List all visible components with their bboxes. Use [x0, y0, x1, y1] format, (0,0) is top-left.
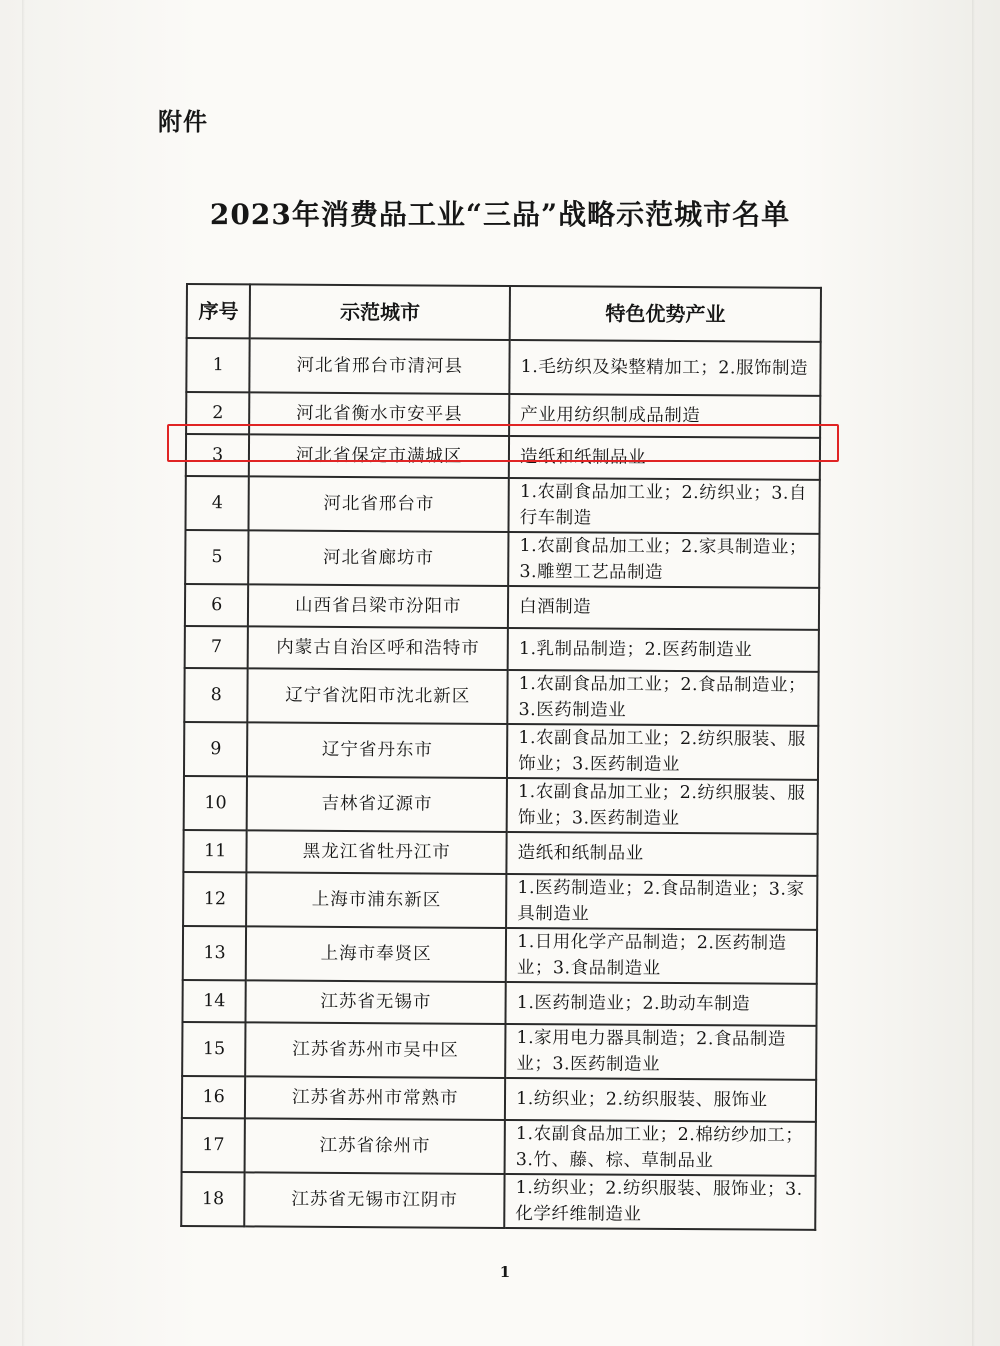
row-city: 河北省保定市满城区 [249, 434, 509, 478]
row-seq: 10 [184, 776, 248, 830]
row-industries: 白酒制造 [508, 586, 819, 630]
row-seq: 3 [186, 434, 250, 476]
page-shadow-right [972, 0, 975, 1346]
row-industries: 1.农副食品加工业；2.食品制造业；3.医药制造业 [507, 670, 818, 726]
table-row [185, 476, 819, 534]
page-number: 1 [499, 1263, 511, 1281]
page-shadow-left [22, 0, 25, 1346]
table-row [185, 626, 819, 672]
table-row [181, 1172, 815, 1230]
attachment-label: 附件 [158, 108, 208, 136]
header-seq: 序号 [187, 284, 251, 338]
table-row [182, 1022, 816, 1080]
row-city: 吉林省辽源市 [247, 776, 507, 832]
row-seq: 2 [186, 392, 250, 434]
table-row [182, 1076, 816, 1122]
row-industries: 1.医药制造业；2.助动车制造 [506, 982, 817, 1026]
row-seq: 4 [185, 476, 249, 530]
row-industries: 1.乳制品制造；2.医药制造业 [508, 628, 819, 672]
row-city: 黑龙江省牡丹江市 [247, 830, 507, 874]
table-row [183, 872, 817, 930]
row-city: 江苏省徐州市 [245, 1118, 505, 1174]
document-title: 2023年消费品工业“三品”战略示范城市名单 [209, 198, 791, 231]
row-industries: 1.医药制造业；2.食品制造业；3.家具制造业 [506, 874, 817, 930]
table-row [183, 926, 817, 984]
row-city: 江苏省苏州市常熟市 [245, 1076, 505, 1120]
row-city: 上海市奉贤区 [246, 926, 506, 982]
row-city: 河北省邢台市 [249, 476, 509, 532]
table-row [185, 530, 819, 588]
row-city: 内蒙古自治区呼和浩特市 [248, 626, 508, 670]
header-city: 示范城市 [250, 284, 510, 340]
row-industries: 1.农副食品加工业；2.纺织服装、服饰业；3.医药制造业 [507, 778, 818, 834]
row-industries: 产业用纺织制成品制造 [509, 394, 820, 438]
row-city: 山西省吕梁市汾阳市 [248, 584, 508, 628]
row-seq: 5 [185, 530, 249, 584]
row-seq: 8 [184, 668, 248, 722]
row-industries: 1.家用电力器具制造；2.食品制造业；3.医药制造业 [505, 1024, 816, 1080]
row-industries: 造纸和纸制品业 [507, 832, 818, 876]
row-city: 河北省邢台市清河县 [250, 338, 510, 394]
table-row [182, 1118, 816, 1176]
row-seq: 13 [183, 926, 247, 980]
row-seq: 9 [184, 722, 248, 776]
row-city: 江苏省苏州市吴中区 [246, 1022, 506, 1078]
table-row [184, 668, 818, 726]
row-industries: 1.农副食品加工业；2.家具制造业；3.雕塑工艺品制造 [508, 532, 819, 588]
table-row [183, 830, 817, 876]
row-seq: 7 [185, 626, 249, 668]
row-seq: 18 [181, 1172, 245, 1226]
row-industries: 1.纺织业；2.纺织服装、服饰业 [505, 1078, 816, 1122]
row-city: 辽宁省丹东市 [247, 722, 507, 778]
row-seq: 15 [182, 1022, 246, 1076]
row-seq: 11 [183, 830, 247, 872]
row-city: 江苏省无锡市 [246, 980, 506, 1024]
row-city: 上海市浦东新区 [246, 872, 506, 928]
table-row [186, 338, 820, 396]
row-seq: 16 [182, 1076, 246, 1118]
row-city: 河北省衡水市安平县 [249, 392, 509, 436]
table-row [182, 980, 816, 1026]
header-industries: 特色优势产业 [510, 286, 821, 342]
row-industries: 1.纺织业；2.纺织服装、服饰业；3.化学纤维制造业 [504, 1174, 815, 1230]
row-seq: 6 [185, 584, 249, 626]
row-industries: 1.农副食品加工业；2.纺织服装、服饰业；3.医药制造业 [507, 724, 818, 780]
row-seq: 12 [183, 872, 247, 926]
row-industries: 1.农副食品加工业；2.纺织业；3.自行车制造 [509, 478, 820, 534]
table-header-row [187, 284, 821, 342]
row-industries: 1.毛纺织及染整精加工；2.服饰制造 [509, 340, 820, 396]
row-seq: 14 [182, 980, 246, 1022]
row-seq: 17 [182, 1118, 246, 1172]
table-body [181, 338, 820, 1230]
row-industries: 1.农副食品加工业；2.棉纺纱加工；3.竹、藤、棕、草制品业 [505, 1120, 816, 1176]
row-industries: 造纸和纸制品业 [509, 436, 820, 480]
table-row [184, 722, 818, 780]
row-city: 江苏省无锡市江阴市 [245, 1172, 505, 1228]
table-row [185, 584, 819, 630]
row-city: 河北省廊坊市 [249, 530, 509, 586]
highlight-box-row-3 [167, 424, 839, 462]
row-city: 辽宁省沈阳市沈北新区 [248, 668, 508, 724]
row-seq: 1 [186, 338, 250, 392]
table-row [184, 776, 818, 834]
row-industries: 1.日用化学产品制造；2.医药制造业；3.食品制造业 [506, 928, 817, 984]
